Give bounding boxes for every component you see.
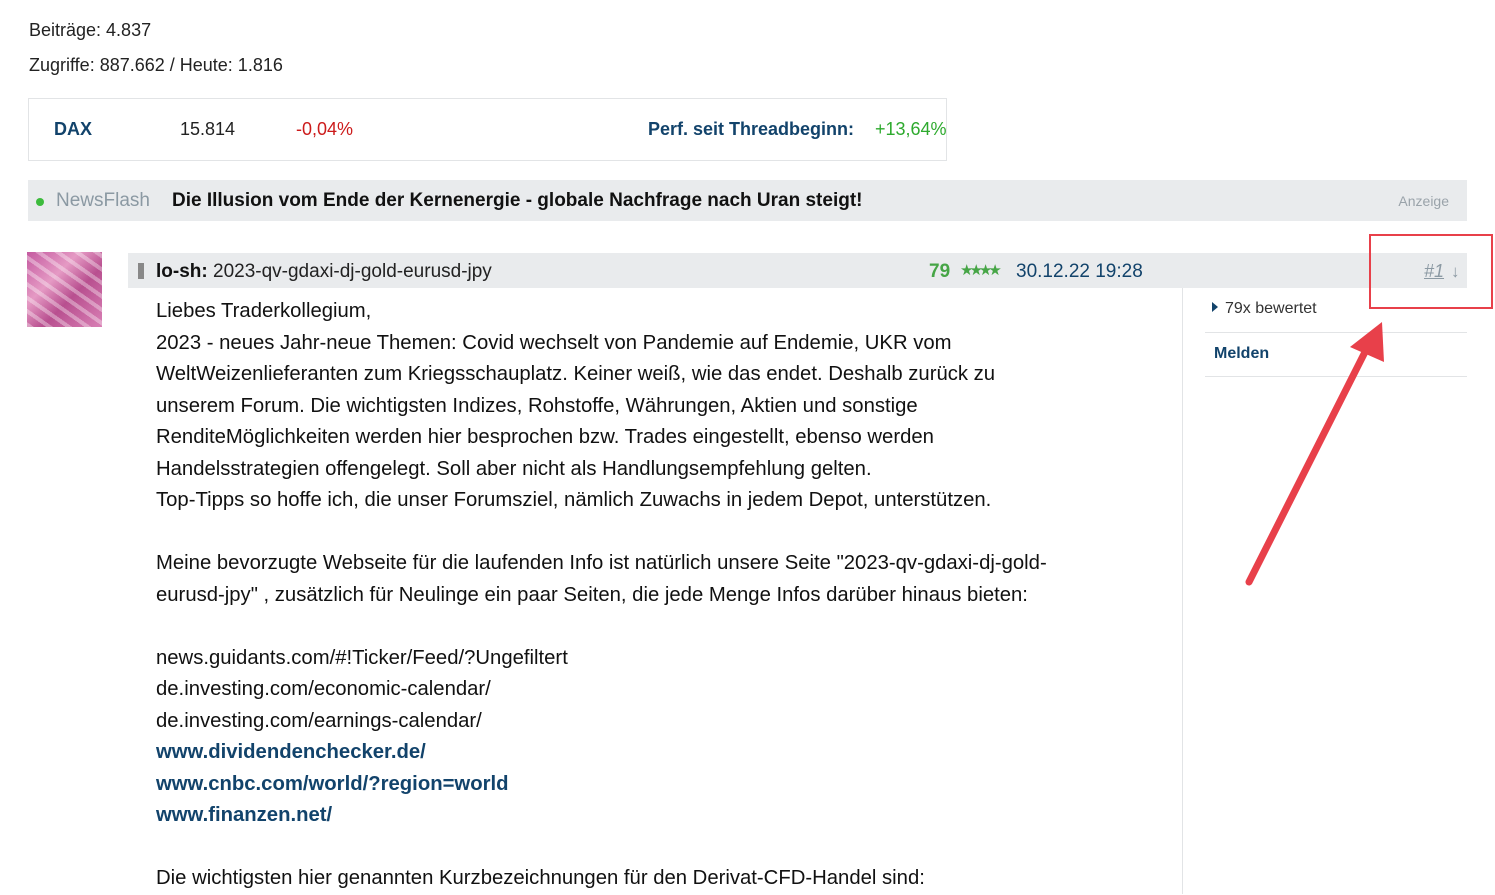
post-date: 30.12.22 19:28 [1016, 261, 1143, 282]
link-dividendenchecker[interactable]: www.dividendenchecker.de/ [156, 741, 426, 763]
body-line: Meine bevorzugte Webseite für die laufenden Info ist natürlich unsere Seite "2023-qv-gdaxi-dj-gold- [156, 552, 1047, 574]
plain-url: de.investing.com/economic-calendar/ [156, 678, 491, 700]
body-line: eurusd-jpy" , zusätzlich für Neulinge ein paar Seiten, die jede Menge Infos darüber hinaus bieten: [156, 583, 1028, 606]
perf-value: +13,64% [875, 119, 947, 139]
body-line: Top-Tipps so hoffe ich, die unser Forumsziel, nämlich Zuwachs in jedem Depot, unterstützen. [156, 489, 992, 511]
quote-name[interactable]: DAX [54, 119, 93, 139]
thread-title[interactable]: 2023-qv-gdaxi-dj-gold-eurusd-jpy [213, 261, 492, 282]
link-cnbc[interactable]: www.cnbc.com/world/?region=world [156, 772, 509, 795]
author-rating: 79 [929, 261, 951, 282]
quote-value: 15.814 [180, 119, 236, 139]
ad-label: Anzeige [1398, 193, 1449, 209]
view-count: Zugriffe: 887.662 / Heute: 1.816 [29, 55, 283, 75]
perf-label: Perf. seit Threadbeginn: [648, 119, 855, 139]
link-finanzen[interactable]: www.finanzen.net/ [156, 804, 333, 826]
body-line: Handelsstrategien offengelegt. Soll aber nicht als Handlungsempfehlung gelten. [156, 457, 872, 480]
newsflash-headline[interactable]: Die Illusion vom Ende der Kernenergie - globale Nachfrage nach Uran steigt! [172, 190, 863, 211]
quote-change: -0,04% [296, 119, 354, 139]
star-icon: ★★★★ [960, 262, 998, 279]
body-line: WeltWeizenlieferanten zum Kriegsschauplatz. Keiner weiß, wie das endet. Deshalb zurück zu [156, 363, 996, 385]
body-line: RenditeMöglichkeiten werden hier besprochen bzw. Trades eingestellt, ebenso werden [156, 426, 934, 448]
body-line: 2023 - neues Jahr-neue Themen: Covid wechselt von Pandemie auf Endemie, UKR vom [156, 331, 952, 354]
rated-label: 79x bewertet [1225, 300, 1317, 317]
plain-url: de.investing.com/earnings-calendar/ [156, 709, 482, 732]
arrow-down-icon[interactable]: ↓ [1451, 262, 1460, 281]
newsflash-label: NewsFlash [56, 190, 150, 211]
report-link[interactable]: Melden [1214, 345, 1270, 362]
author-name[interactable]: lo-sh: [156, 261, 208, 282]
greeting: Liebes Traderkollegium, [156, 300, 372, 322]
post-number-link[interactable]: #1 [1424, 261, 1445, 281]
plain-url: news.guidants.com/#!Ticker/Feed/?Ungefiltert [156, 646, 568, 669]
post-count: Beiträge: 4.837 [29, 20, 152, 40]
body-line: unserem Forum. Die wichtigsten Indizes, Rohstoffe, Währungen, Aktien und sonstige [156, 394, 918, 417]
body-line: Die wichtigsten hier genannten Kurzbezeichnungen für den Derivat-CFD-Handel sind: [156, 867, 925, 889]
